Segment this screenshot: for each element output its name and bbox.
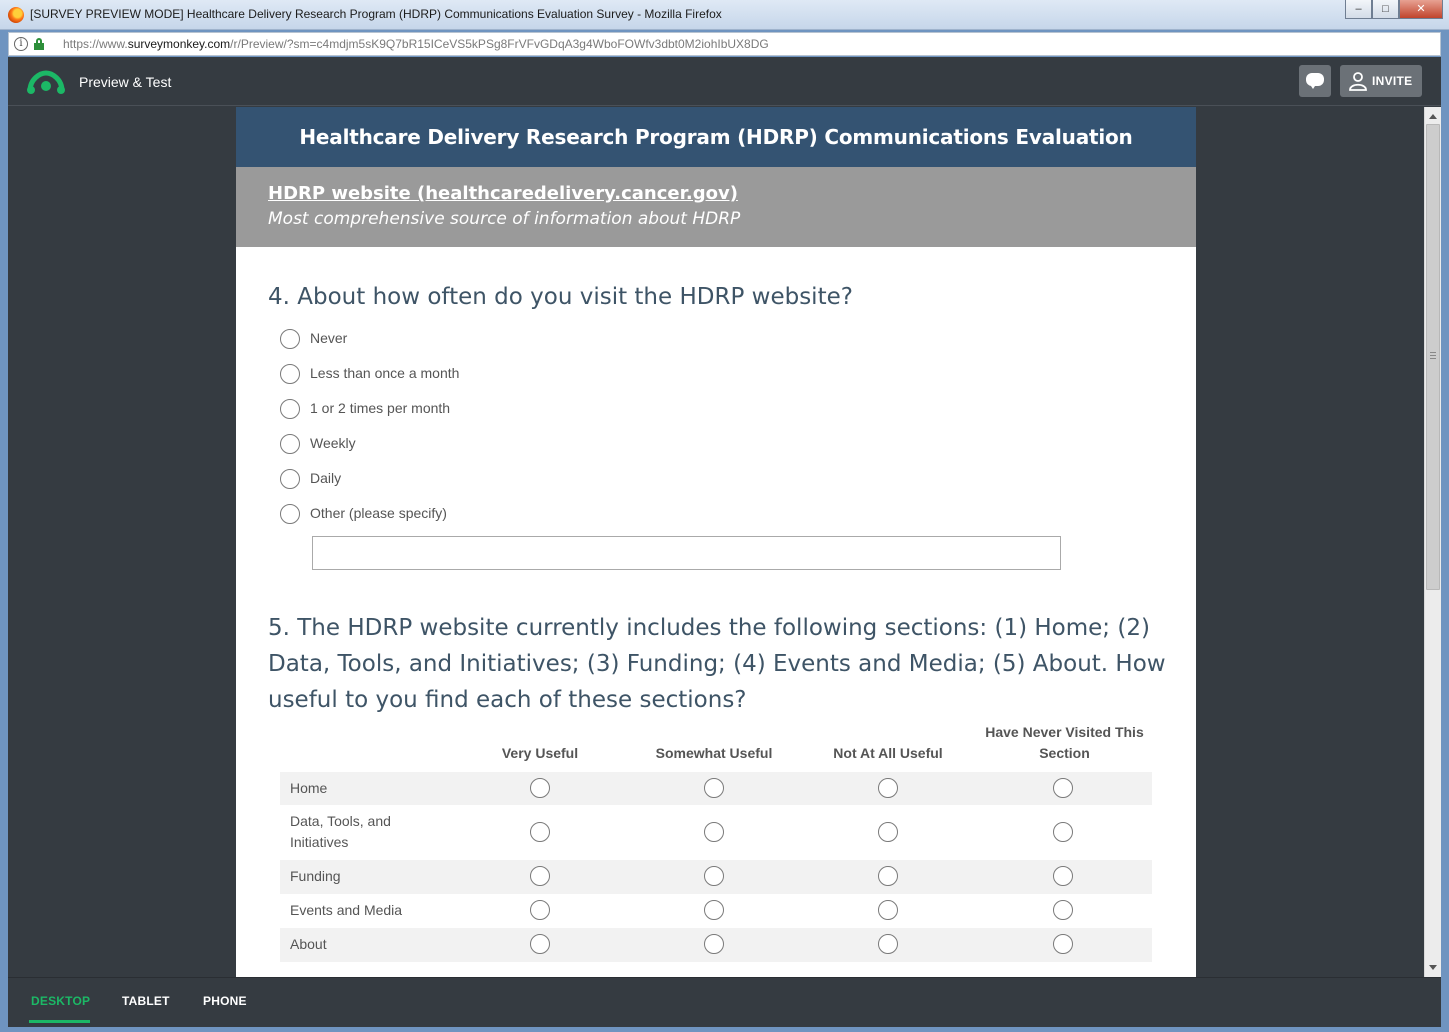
column-header: Very Useful [501, 745, 579, 761]
radio-button[interactable] [280, 434, 300, 454]
matrix-row [280, 894, 1152, 928]
section-subtitle: Most comprehensive source of information about HDRP [268, 209, 741, 229]
invite-button[interactable] [1340, 65, 1422, 97]
survey-title: Healthcare Delivery Research Program (HDRP) Communications Evaluation [236, 107, 1196, 167]
radio-button[interactable] [280, 504, 300, 524]
radio-button[interactable] [1053, 778, 1073, 798]
chat-button[interactable] [1299, 65, 1331, 97]
radio-button[interactable] [878, 778, 898, 798]
radio-button[interactable] [704, 900, 724, 920]
url-text[interactable]: https://www.surveymonkey.com/r/Preview/?sm=c4mdjm5sK9Q7bR15ICeVS5kPSg8FrVFvGDqA3g4WboFOWfv3dbt0M2iohIbUX8DG [63, 37, 769, 51]
minimize-button[interactable]: – [1345, 0, 1372, 19]
radio-button[interactable] [1053, 900, 1073, 920]
surveymonkey-logo-icon[interactable] [26, 69, 66, 95]
row-label: Funding [290, 868, 341, 884]
radio-button[interactable] [704, 866, 724, 886]
radio-button[interactable] [280, 469, 300, 489]
radio-button[interactable] [530, 866, 550, 886]
radio-button[interactable] [878, 822, 898, 842]
option-label[interactable]: Other (please specify) [310, 505, 447, 521]
address-bar[interactable] [8, 32, 1441, 56]
column-header: Have Never Visited This Section [985, 724, 1144, 761]
vertical-scrollbar[interactable] [1424, 107, 1441, 977]
matrix-row [280, 928, 1152, 962]
radio-button[interactable] [704, 778, 724, 798]
option-label[interactable]: Less than once a month [310, 365, 460, 381]
close-button[interactable]: ✕ [1399, 0, 1443, 19]
option-label[interactable]: 1 or 2 times per month [310, 400, 451, 416]
radio-button[interactable] [280, 329, 300, 349]
maximize-button[interactable]: □ [1372, 0, 1399, 19]
device-toolbar [8, 977, 1441, 1027]
radio-button[interactable] [530, 822, 550, 842]
question-4-title: 4. About how often do you visit the HDRP website? [268, 284, 853, 310]
matrix-row [280, 860, 1152, 894]
radio-button[interactable] [530, 778, 550, 798]
other-specify-input[interactable] [312, 536, 1061, 570]
section-header [236, 167, 1196, 247]
radio-button[interactable] [1053, 934, 1073, 954]
page-title: Preview & Test [79, 74, 172, 90]
survey-page [236, 107, 1196, 977]
tab-desktop[interactable]: DESKTOP [31, 994, 91, 1008]
preview-viewport [8, 107, 1441, 977]
radio-button[interactable] [704, 934, 724, 954]
window-controls [1345, 0, 1443, 20]
row-label: Events and Media [290, 902, 403, 918]
tab-tablet[interactable]: TABLET [122, 994, 170, 1008]
radio-button[interactable] [878, 934, 898, 954]
option-label[interactable]: Daily [310, 470, 342, 486]
active-tab-indicator [29, 1020, 90, 1023]
invite-label: INVITE [1372, 74, 1413, 88]
scrollbar-thumb[interactable] [1426, 124, 1440, 590]
radio-button[interactable] [280, 364, 300, 384]
window-title: [SURVEY PREVIEW MODE] Healthcare Delivery Research Program (HDRP) Communications Evaluation Survey - Mozilla Firefox [30, 7, 722, 21]
option-label[interactable]: Weekly [310, 435, 356, 451]
radio-button[interactable] [280, 399, 300, 419]
person-icon [1348, 71, 1368, 91]
firefox-icon [8, 7, 24, 23]
radio-button[interactable] [878, 866, 898, 886]
column-header: Not At All Useful [833, 745, 943, 761]
row-label: Home [290, 780, 328, 796]
column-header: Somewhat Useful [655, 745, 773, 761]
radio-button[interactable] [530, 934, 550, 954]
section-title: HDRP website (healthcaredelivery.cancer.gov) [268, 183, 738, 204]
lock-icon [34, 38, 44, 50]
option-label[interactable]: Never [310, 330, 348, 346]
matrix-row [280, 805, 1152, 860]
scroll-down-icon[interactable] [1429, 965, 1437, 970]
row-label: About [290, 936, 327, 952]
radio-button[interactable] [704, 822, 724, 842]
radio-button[interactable] [530, 900, 550, 920]
question-5-title: 5. The HDRP website currently includes the following sections: (1) Home; (2) Data, Tools, and Initiatives; (3) Funding; (4) Events and Media; (5) About. How useful to you find each of these sections? [268, 615, 1166, 713]
window-titlebar [0, 0, 1449, 30]
row-label: Data, Tools, and Initiatives [290, 813, 391, 850]
app-header [8, 57, 1441, 106]
radio-button[interactable] [878, 900, 898, 920]
tab-phone[interactable]: PHONE [203, 994, 247, 1008]
scroll-up-icon[interactable] [1429, 114, 1437, 119]
info-icon[interactable]: i [14, 37, 28, 51]
app-frame [8, 57, 1441, 1027]
radio-button[interactable] [1053, 822, 1073, 842]
radio-button[interactable] [1053, 866, 1073, 886]
matrix-row [280, 772, 1152, 805]
